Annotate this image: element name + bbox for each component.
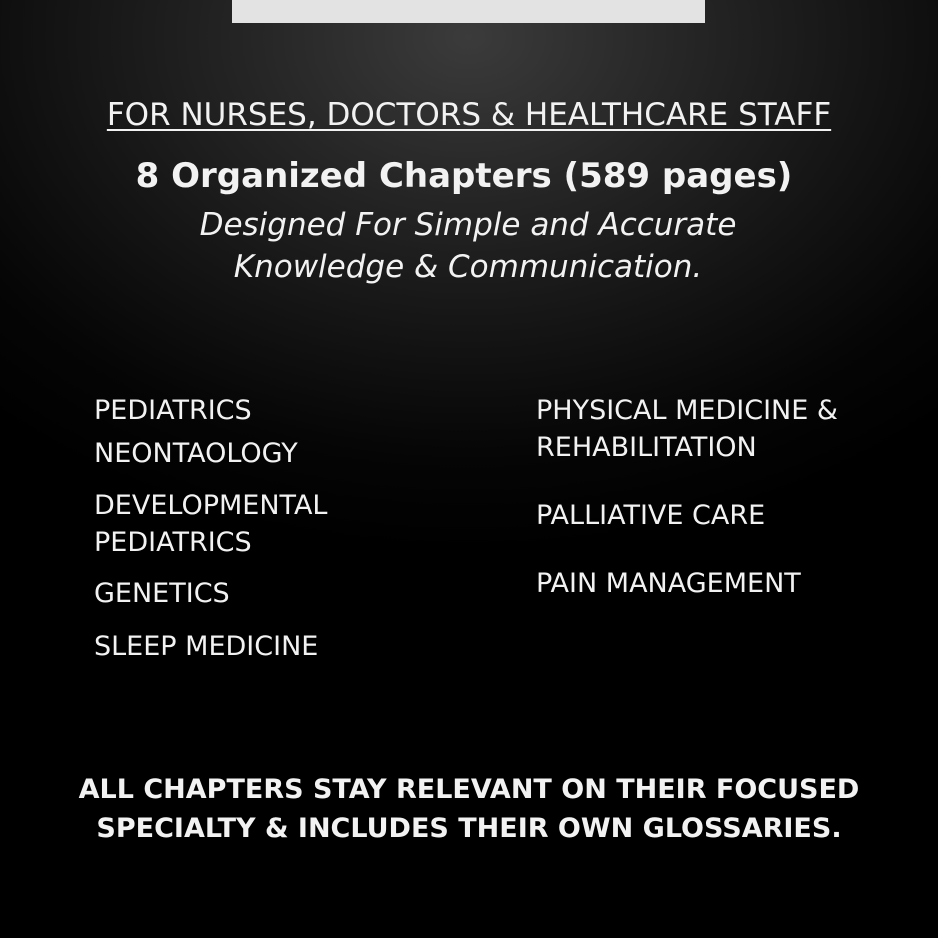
chapter-label-line-1: DEVELOPMENTAL <box>94 490 328 521</box>
tagline <box>0 204 936 288</box>
chapter-genetics <box>94 575 230 612</box>
footer-note <box>0 770 938 848</box>
chapter-developmental-pediatrics <box>94 487 327 561</box>
chapter-label: SLEEP MEDICINE <box>94 631 319 662</box>
audience-heading: FOR NURSES, DOCTORS & HEALTHCARE STAFF <box>106 97 832 133</box>
top-image-placeholder <box>232 0 705 23</box>
chapter-label-line-2: REHABILITATION <box>536 432 757 463</box>
chapter-label: NEONTAOLOGY <box>94 438 298 469</box>
footer-line-2: SPECIALTY & INCLUDES THEIR OWN GLOSSARIES. <box>96 813 842 844</box>
footer-line-1: ALL CHAPTERS STAY RELEVANT ON THEIR FOCUSED <box>78 774 860 805</box>
chapter-label-line-2: PEDIATRICS <box>94 527 252 558</box>
chapters-headline: 8 Organized Chapters (589 pages) <box>135 156 793 196</box>
chapter-label: PEDIATRICS <box>94 395 252 426</box>
chapter-label: GENETICS <box>94 578 230 609</box>
chapter-sleep-medicine <box>94 628 318 665</box>
chapter-pain-management <box>536 565 801 602</box>
chapter-label-line-1: PHYSICAL MEDICINE & <box>536 395 838 426</box>
chapter-physical-medicine-rehabilitation <box>536 392 838 466</box>
tagline-line-2: Knowledge & Communication. <box>233 249 703 285</box>
chapter-palliative-care <box>536 497 765 534</box>
chapter-pediatrics <box>94 392 252 429</box>
chapter-label: PAIN MANAGEMENT <box>536 568 801 599</box>
chapter-label: PALLIATIVE CARE <box>536 500 766 531</box>
chapter-neonatology <box>94 435 298 472</box>
tagline-line-1: Designed For Simple and Accurate <box>199 207 737 243</box>
